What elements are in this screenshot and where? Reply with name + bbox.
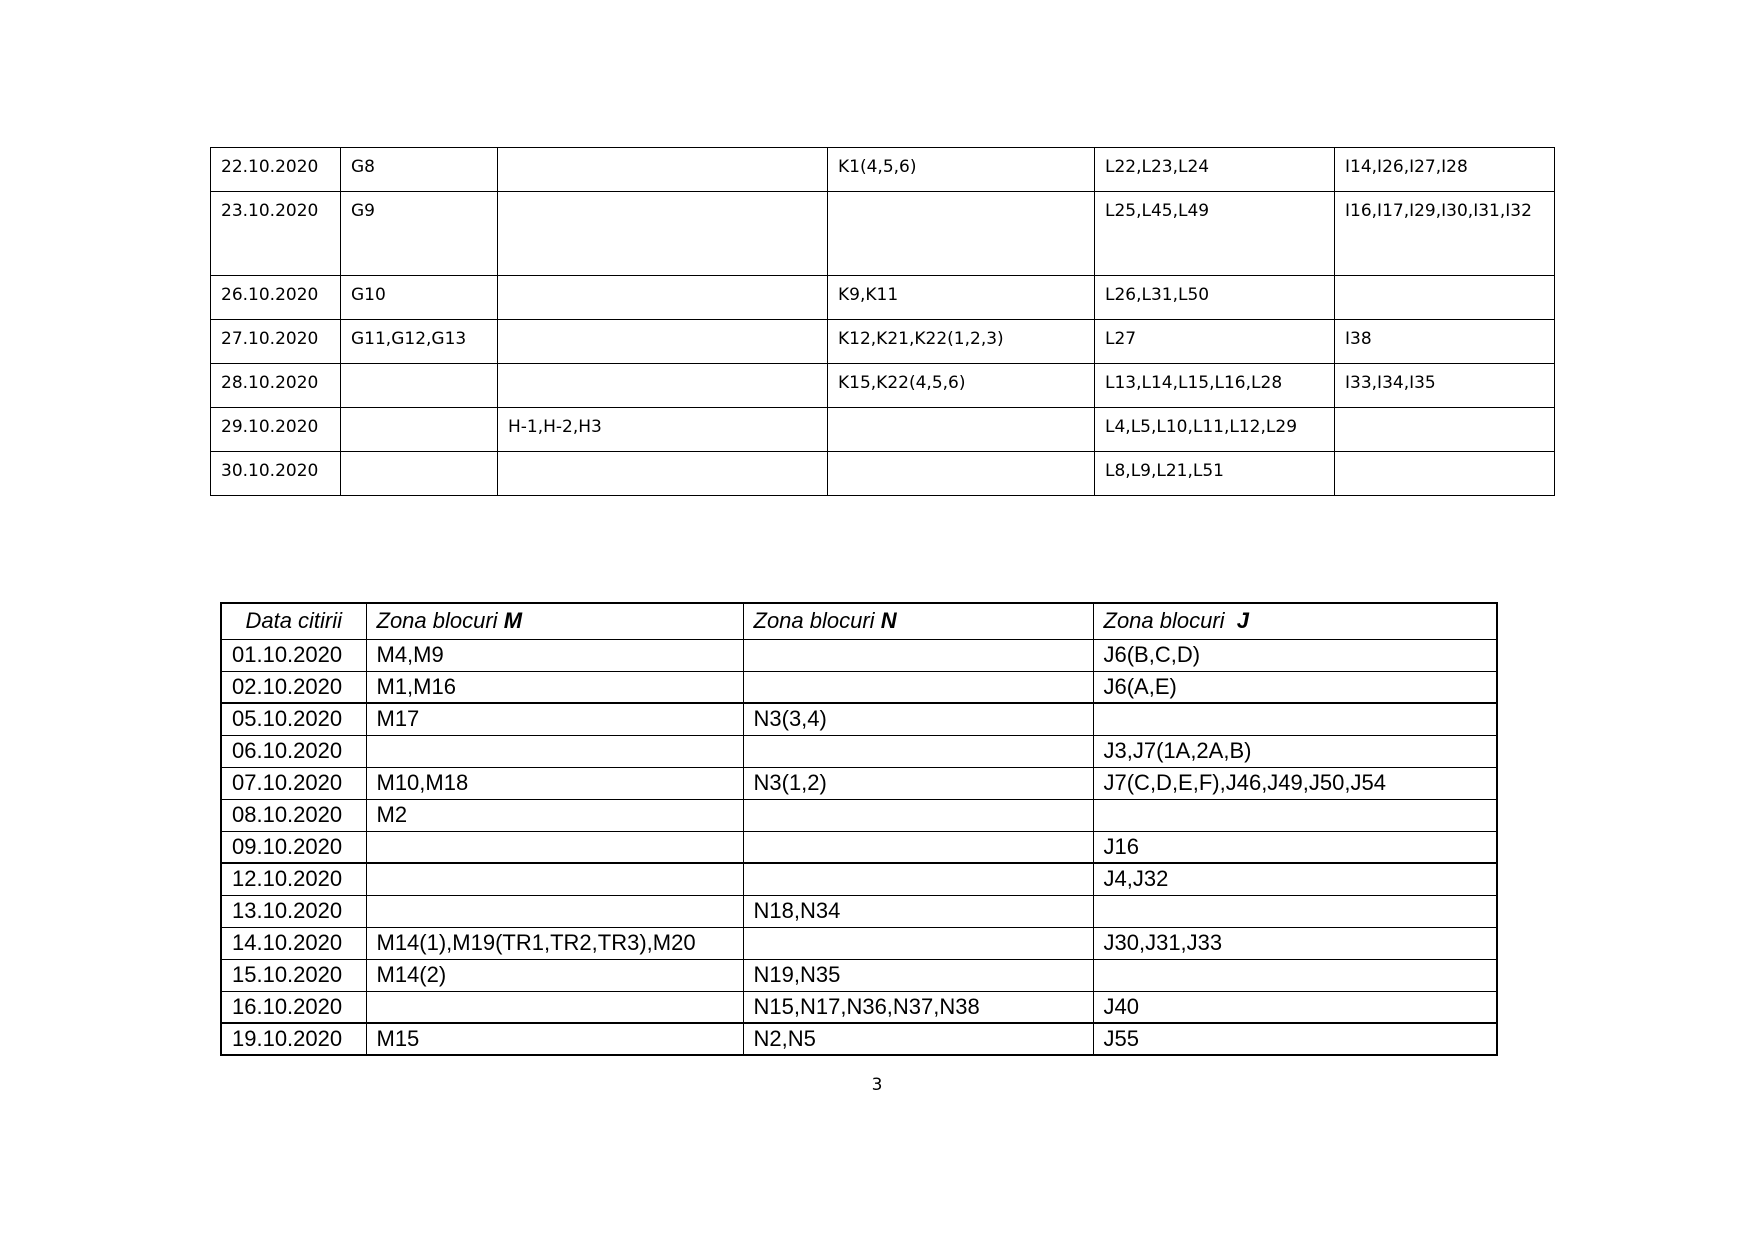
table-row bbox=[221, 703, 1497, 735]
table-cell bbox=[1335, 408, 1555, 452]
table-cell: N19,N35 bbox=[743, 959, 1093, 991]
date-cell: 29.10.2020 bbox=[211, 408, 341, 452]
table-cell: I33,I34,I35 bbox=[1335, 364, 1555, 408]
table-cell bbox=[1093, 959, 1497, 991]
table-cell bbox=[498, 276, 828, 320]
table-cell: H-1,H-2,H3 bbox=[498, 408, 828, 452]
table-row bbox=[221, 799, 1497, 831]
table-row bbox=[221, 639, 1497, 671]
header-zone-n: Zona blocuri N bbox=[743, 603, 1093, 639]
table-cell: J3,J7(1A,2A,B) bbox=[1093, 735, 1497, 767]
table-cell: N18,N34 bbox=[743, 895, 1093, 927]
date-cell: 13.10.2020 bbox=[221, 895, 366, 927]
table-cell: J16 bbox=[1093, 831, 1497, 863]
page-number: 3 bbox=[871, 1075, 883, 1095]
table-cell: J7(C,D,E,F),J46,J49,J50,J54 bbox=[1093, 767, 1497, 799]
date-cell: 07.10.2020 bbox=[221, 767, 366, 799]
date-cell: 12.10.2020 bbox=[221, 863, 366, 895]
table-cell bbox=[1093, 895, 1497, 927]
date-cell: 01.10.2020 bbox=[221, 639, 366, 671]
reading-schedule-table bbox=[220, 602, 1498, 1056]
table-cell bbox=[341, 452, 498, 496]
table-cell bbox=[498, 452, 828, 496]
table-cell: I14,I26,I27,I28 bbox=[1335, 148, 1555, 192]
date-cell: 23.10.2020 bbox=[211, 192, 341, 276]
date-cell: 08.10.2020 bbox=[221, 799, 366, 831]
table-cell: G10 bbox=[341, 276, 498, 320]
date-cell: 30.10.2020 bbox=[211, 452, 341, 496]
table-cell: G8 bbox=[341, 148, 498, 192]
table-row bbox=[221, 735, 1497, 767]
table-cell: I16,I17,I29,I30,I31,I32 bbox=[1335, 192, 1555, 276]
table-row bbox=[211, 408, 1555, 452]
table-cell bbox=[341, 408, 498, 452]
table-cell bbox=[366, 863, 743, 895]
table-cell: J4,J32 bbox=[1093, 863, 1497, 895]
table-cell bbox=[743, 831, 1093, 863]
table-cell bbox=[743, 639, 1093, 671]
table-cell: J6(A,E) bbox=[1093, 671, 1497, 703]
reading-table-body bbox=[221, 639, 1497, 1055]
table-cell: M10,M18 bbox=[366, 767, 743, 799]
table-cell bbox=[366, 831, 743, 863]
table-cell bbox=[498, 148, 828, 192]
table-cell: N3(1,2) bbox=[743, 767, 1093, 799]
table-cell bbox=[1093, 799, 1497, 831]
table-cell: M14(2) bbox=[366, 959, 743, 991]
table-row bbox=[221, 927, 1497, 959]
table-cell bbox=[828, 192, 1095, 276]
table-cell bbox=[498, 192, 828, 276]
table-cell bbox=[341, 364, 498, 408]
table-cell: N3(3,4) bbox=[743, 703, 1093, 735]
table-cell bbox=[743, 927, 1093, 959]
table-row bbox=[211, 276, 1555, 320]
table-cell: M1,M16 bbox=[366, 671, 743, 703]
table-cell: I38 bbox=[1335, 320, 1555, 364]
table-cell bbox=[828, 408, 1095, 452]
table-cell: M17 bbox=[366, 703, 743, 735]
table-cell bbox=[743, 799, 1093, 831]
table-cell: K15,K22(4,5,6) bbox=[828, 364, 1095, 408]
table-cell bbox=[366, 895, 743, 927]
table-cell bbox=[1093, 703, 1497, 735]
table-cell: M4,M9 bbox=[366, 639, 743, 671]
date-cell: 27.10.2020 bbox=[211, 320, 341, 364]
table-cell: L4,L5,L10,L11,L12,L29 bbox=[1095, 408, 1335, 452]
header-zone-m: Zona blocuri M bbox=[366, 603, 743, 639]
table-cell: K9,K11 bbox=[828, 276, 1095, 320]
table-cell: K1(4,5,6) bbox=[828, 148, 1095, 192]
header-row bbox=[221, 603, 1497, 639]
table-cell: G9 bbox=[341, 192, 498, 276]
date-cell: 14.10.2020 bbox=[221, 927, 366, 959]
table-row bbox=[221, 767, 1497, 799]
date-cell: 19.10.2020 bbox=[221, 1023, 366, 1055]
table-cell: M14(1),M19(TR1,TR2,TR3),M20 bbox=[366, 927, 743, 959]
table-cell bbox=[828, 452, 1095, 496]
table-cell: N2,N5 bbox=[743, 1023, 1093, 1055]
date-cell: 22.10.2020 bbox=[211, 148, 341, 192]
table-cell bbox=[366, 991, 743, 1023]
table-row bbox=[221, 671, 1497, 703]
table-row bbox=[211, 192, 1555, 276]
table-cell: J40 bbox=[1093, 991, 1497, 1023]
table-row bbox=[221, 863, 1497, 895]
table-cell bbox=[1335, 452, 1555, 496]
table-row bbox=[211, 364, 1555, 408]
table-cell bbox=[498, 364, 828, 408]
table-cell: N15,N17,N36,N37,N38 bbox=[743, 991, 1093, 1023]
table-row bbox=[221, 991, 1497, 1023]
table-row bbox=[211, 452, 1555, 496]
date-cell: 02.10.2020 bbox=[221, 671, 366, 703]
table-cell bbox=[1335, 276, 1555, 320]
table-cell bbox=[498, 320, 828, 364]
table-row bbox=[221, 895, 1497, 927]
table-row bbox=[221, 1023, 1497, 1055]
date-cell: 15.10.2020 bbox=[221, 959, 366, 991]
table-row bbox=[211, 320, 1555, 364]
header-date: Data citirii bbox=[221, 603, 366, 639]
table-cell: M15 bbox=[366, 1023, 743, 1055]
table-cell: L27 bbox=[1095, 320, 1335, 364]
date-cell: 06.10.2020 bbox=[221, 735, 366, 767]
table-cell: L25,L45,L49 bbox=[1095, 192, 1335, 276]
table-cell: K12,K21,K22(1,2,3) bbox=[828, 320, 1095, 364]
table-cell: G11,G12,G13 bbox=[341, 320, 498, 364]
table-cell: L26,L31,L50 bbox=[1095, 276, 1335, 320]
table-cell bbox=[743, 735, 1093, 767]
table-cell bbox=[743, 863, 1093, 895]
table-cell: L13,L14,L15,L16,L28 bbox=[1095, 364, 1335, 408]
table-cell bbox=[743, 671, 1093, 703]
date-cell: 28.10.2020 bbox=[211, 364, 341, 408]
schedule-table-body bbox=[211, 148, 1555, 496]
table-cell: J30,J31,J33 bbox=[1093, 927, 1497, 959]
table-cell: L8,L9,L21,L51 bbox=[1095, 452, 1335, 496]
date-cell: 26.10.2020 bbox=[211, 276, 341, 320]
table-cell: M2 bbox=[366, 799, 743, 831]
table-cell bbox=[366, 735, 743, 767]
header-zone-j: Zona blocuri J bbox=[1093, 603, 1497, 639]
table-cell: L22,L23,L24 bbox=[1095, 148, 1335, 192]
table-row bbox=[211, 148, 1555, 192]
table-cell: J6(B,C,D) bbox=[1093, 639, 1497, 671]
table-cell: J55 bbox=[1093, 1023, 1497, 1055]
date-cell: 09.10.2020 bbox=[221, 831, 366, 863]
schedule-table-continued bbox=[210, 147, 1555, 496]
table-row bbox=[221, 831, 1497, 863]
date-cell: 05.10.2020 bbox=[221, 703, 366, 735]
date-cell: 16.10.2020 bbox=[221, 991, 366, 1023]
table-row bbox=[221, 959, 1497, 991]
